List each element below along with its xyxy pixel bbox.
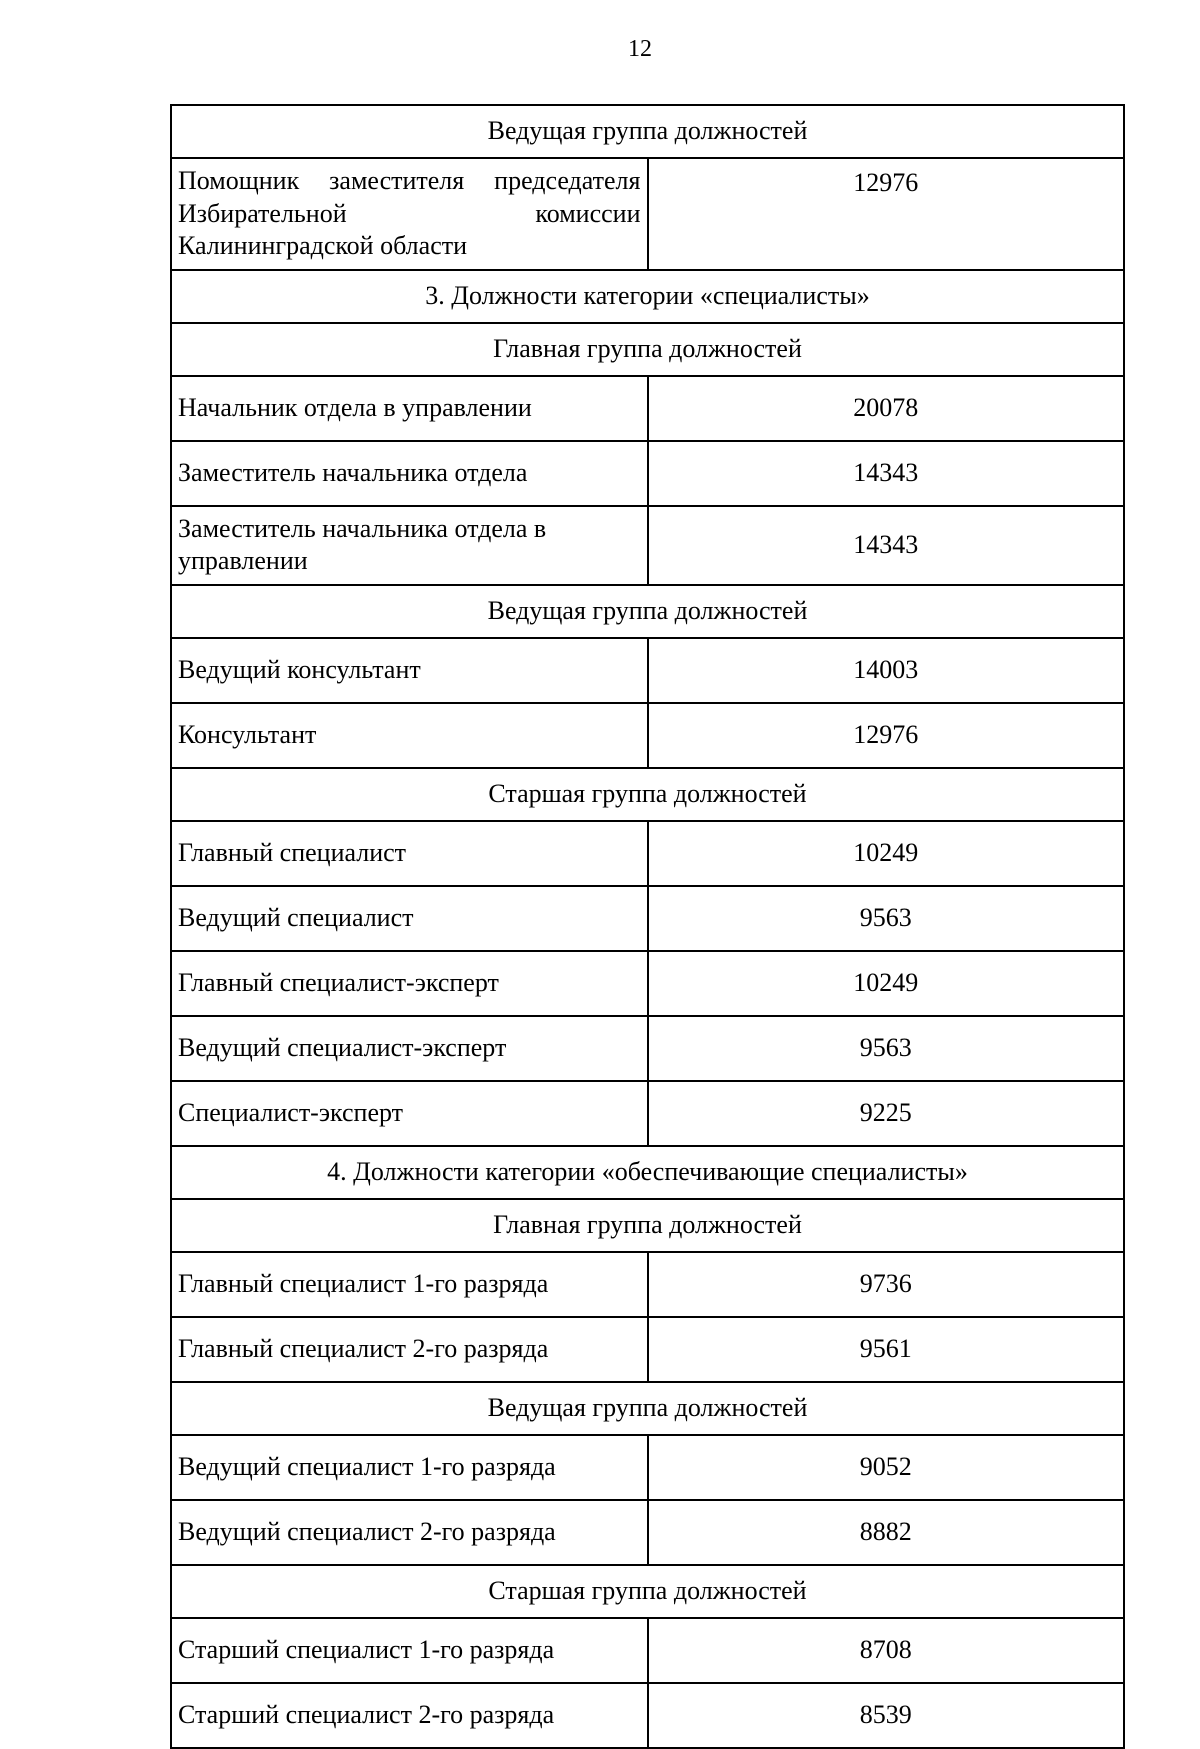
position-title: Ведущий консультант [171, 638, 648, 703]
salary-value: 9561 [648, 1317, 1125, 1382]
group-header: Ведущая группа должностей [171, 105, 1124, 158]
position-title: Ведущий специалист 2-го разряда [171, 1500, 648, 1565]
salary-value: 8708 [648, 1618, 1125, 1683]
group-header: Ведущая группа должностей [171, 585, 1124, 638]
table-row [171, 1016, 1124, 1081]
salary-value: 9736 [648, 1252, 1125, 1317]
position-title: Специалист-эксперт [171, 1081, 648, 1146]
position-title: Заместитель начальника отдела в управлении [171, 506, 648, 585]
table-row [171, 506, 1124, 585]
group-header-row [171, 105, 1124, 158]
table-row [171, 1252, 1124, 1317]
salary-value: 10249 [648, 951, 1125, 1016]
group-header: Главная группа должностей [171, 1199, 1124, 1252]
salary-value: 9052 [648, 1435, 1125, 1500]
section-header: 3. Должности категории «специалисты» [171, 270, 1124, 323]
group-header: Ведущая группа должностей [171, 1382, 1124, 1435]
position-title: Главный специалист-эксперт [171, 951, 648, 1016]
group-header-row [171, 1199, 1124, 1252]
position-title: Главный специалист 2-го разряда [171, 1317, 648, 1382]
table-row [171, 821, 1124, 886]
position-title: Главный специалист 1-го разряда [171, 1252, 648, 1317]
position-title: Ведущий специалист 1-го разряда [171, 1435, 648, 1500]
group-header-row [171, 585, 1124, 638]
group-header-row [171, 323, 1124, 376]
table-body [171, 105, 1124, 1748]
position-title: Начальник отдела в управлении [171, 376, 648, 441]
group-header: Старшая группа должностей [171, 768, 1124, 821]
salary-value: 14343 [648, 441, 1125, 506]
salary-value: 10249 [648, 821, 1125, 886]
salary-value: 9225 [648, 1081, 1125, 1146]
group-header-row [171, 1382, 1124, 1435]
position-title: Главный специалист [171, 821, 648, 886]
table-row [171, 158, 1124, 270]
position-title: Ведущий специалист [171, 886, 648, 951]
salary-value: 14003 [648, 638, 1125, 703]
table-row [171, 951, 1124, 1016]
table-row [171, 886, 1124, 951]
group-header-row [171, 768, 1124, 821]
salary-value: 9563 [648, 886, 1125, 951]
position-title: Старший специалист 1-го разряда [171, 1618, 648, 1683]
salary-value: 12976 [648, 158, 1125, 270]
table-row [171, 441, 1124, 506]
position-title: Консультант [171, 703, 648, 768]
position-title: Заместитель начальника отдела [171, 441, 648, 506]
table-row [171, 376, 1124, 441]
table-row [171, 1081, 1124, 1146]
group-header-row [171, 1565, 1124, 1618]
salary-value: 9563 [648, 1016, 1125, 1081]
salary-value: 20078 [648, 376, 1125, 441]
position-title: Ведущий специалист-эксперт [171, 1016, 648, 1081]
position-title: Помощник заместителя председателя Избирательной комиссии Калининградской области [171, 158, 648, 270]
table-row [171, 1500, 1124, 1565]
table-row [171, 1618, 1124, 1683]
salary-value: 12976 [648, 703, 1125, 768]
group-header: Старшая группа должностей [171, 1565, 1124, 1618]
salary-table [170, 104, 1125, 1749]
table-row [171, 703, 1124, 768]
table-row [171, 1435, 1124, 1500]
group-header: Главная группа должностей [171, 323, 1124, 376]
salary-value: 8539 [648, 1683, 1125, 1748]
table-row [171, 638, 1124, 703]
page-number: 12 [628, 36, 652, 62]
table-row [171, 1683, 1124, 1748]
section-header: 4. Должности категории «обеспечивающие специалисты» [171, 1146, 1124, 1199]
section-header-row [171, 1146, 1124, 1199]
position-title: Старший специалист 2-го разряда [171, 1683, 648, 1748]
section-header-row [171, 270, 1124, 323]
table-row [171, 1317, 1124, 1382]
salary-value: 8882 [648, 1500, 1125, 1565]
salary-value: 14343 [648, 506, 1125, 585]
